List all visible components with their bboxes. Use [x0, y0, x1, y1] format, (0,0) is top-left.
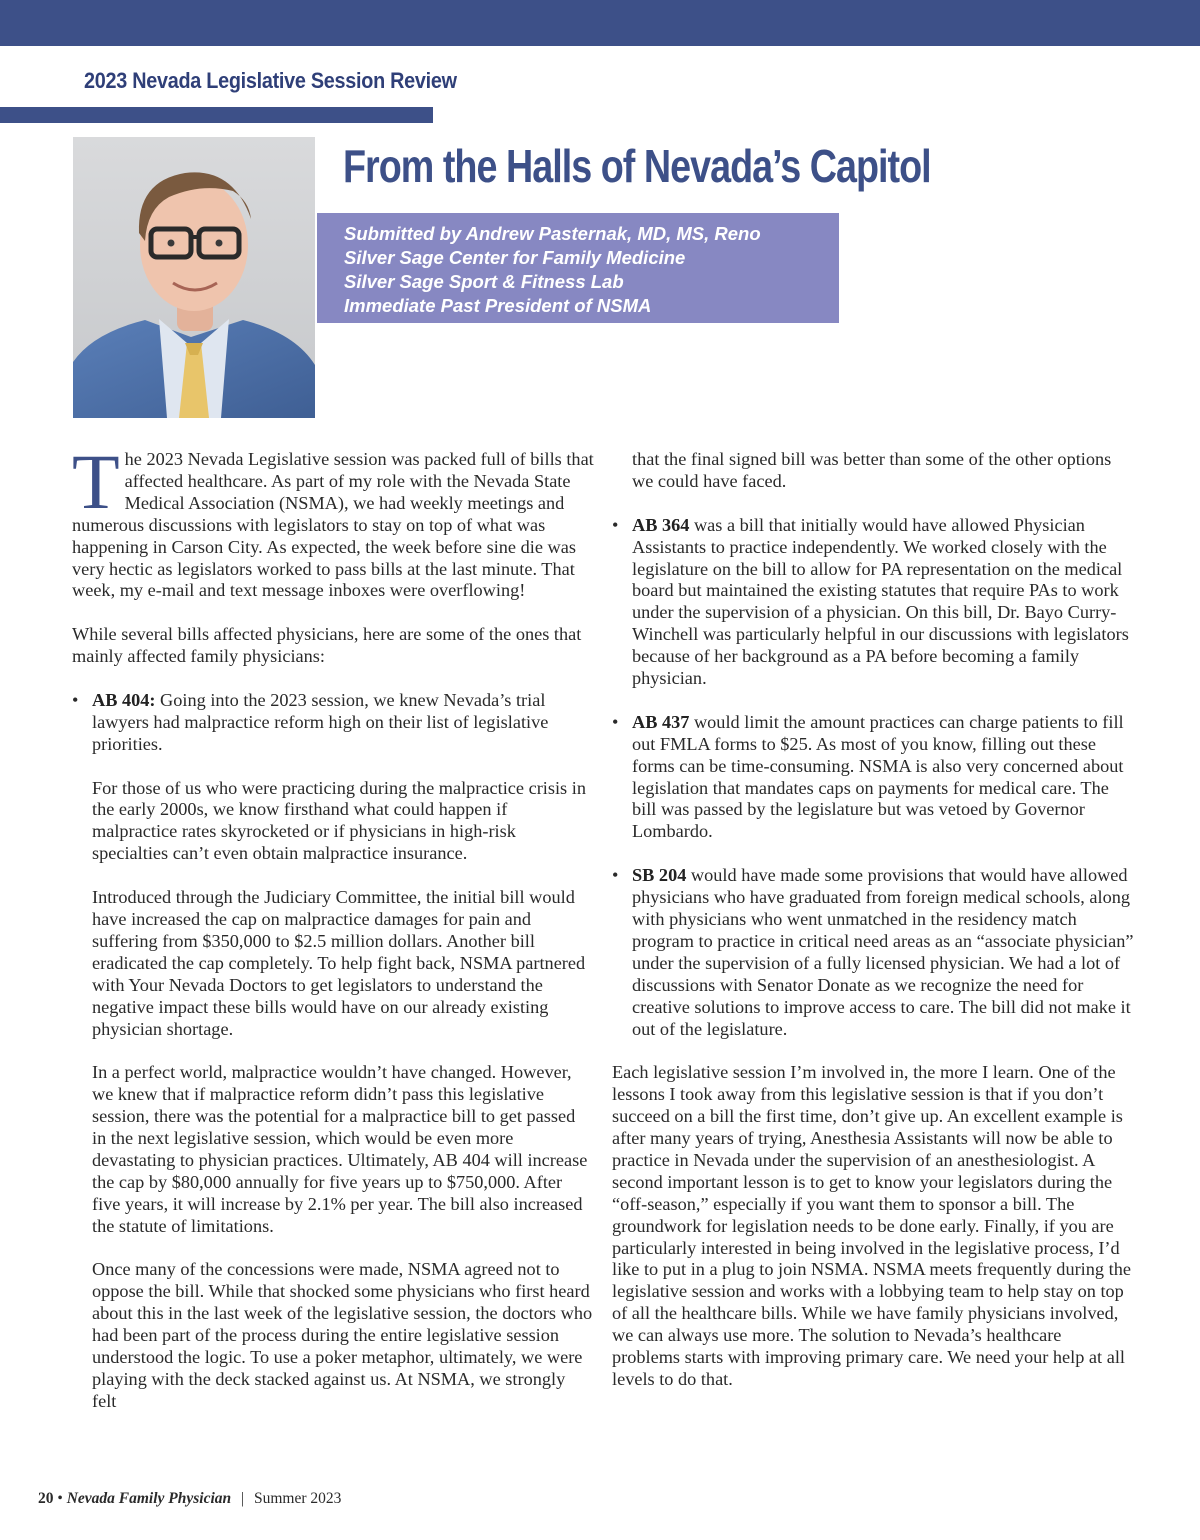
- byline-box: [317, 213, 839, 323]
- publication-name: Nevada Family Physician: [66, 1490, 232, 1507]
- page-number: 20: [38, 1490, 54, 1507]
- bill-label: AB 437: [632, 711, 690, 732]
- drop-cap: T: [72, 438, 120, 525]
- bill-label: AB 404:: [92, 689, 156, 710]
- top-banner-bar: [0, 0, 1200, 46]
- section-label: 2023 Nevada Legislative Session Review: [84, 68, 457, 93]
- bill-item-ab404: [72, 690, 594, 756]
- byline-line: Submitted by Andrew Pasternak, MD, MS, Reno: [344, 223, 761, 244]
- bullet-dot-icon: •: [612, 865, 619, 886]
- section-rule: [0, 107, 433, 123]
- issue-date: Summer 2023: [254, 1490, 342, 1507]
- ab404-paragraph: For those of us who were practicing during the malpractice crisis in the early 2000s, we know firsthand what could happen if malpractice rates skyrocketed or if physicians in high-risk specialties can’t even obtain malpractice insurance.: [92, 777, 586, 864]
- byline-line: Silver Sage Center for Family Medicine: [344, 247, 686, 268]
- byline-line: Silver Sage Sport & Fitness Lab: [344, 271, 624, 292]
- bill-description: would have made some provisions that would have allowed physicians who have graduated from foreign medical schools, along with physicians who went unmatched in the residency match program to practice in critical need areas as an “associate physician” under the supervision of a fully licensed physician. We had a lot of discussions with Senator Donate as we recognize the need for creative solutions to improve access to care. The bill did not make it out of the legislature.: [632, 865, 1134, 1039]
- intro-text: he 2023 Nevada Legislative session was packed full of bills that affected healthcare. As part of my role with the Nevada State Medical Association (NSMA), we had weekly meetings and numerous discussions with legislators to stay on top of what was happening in Carson City. As expected, the week before sine die was very hectic as legislators worked to pass bills at the last minute. That week, my e-mail and text message inboxes were overflowing!: [72, 449, 594, 601]
- footer-separator: |: [241, 1490, 245, 1507]
- bill-label: AB 364: [632, 514, 690, 535]
- bill-item-ab364: [612, 515, 1134, 690]
- bullet-dot-icon: •: [612, 711, 619, 732]
- byline-line: Immediate Past President of NSMA: [344, 295, 652, 316]
- bill-description: would limit the amount practices can charge patients to fill out FMLA forms to $25. As most of you know, filling out these forms can be time-consuming. NSMA is also very concerned about legislation that mandates caps on payments for medical care. The bill was passed by the legislature but was vetoed by Governor Lombardo.: [632, 711, 1124, 842]
- bill-text: [92, 690, 594, 756]
- bill-description: was a bill that initially would have allowed Physician Assistants to practice independently. We worked closely with the legislature on the bill to allow for PA representation on the medical board but maintained the existing statutes that require PAs to work under the supervision of a physician. On this bill, Dr. Bayo Curry-Winchell was particularly helpful in our discussions with legislators because of her background as a PA before becoming a family physician.: [632, 514, 1129, 689]
- ab404-paragraph: In a perfect world, malpractice wouldn’t have changed. However, we knew that if malpractice reform didn’t pass this legislative session, there was the potential for a malpractice bill to get passed in the next legislative session, which would be even more devastating to physician practices. Ultimately, AB 404 will increase the cap by $80,000 annually for five years up to $750,000. After five years, it will increase by 2.1% per year. The bill also increased the statute of limitations.: [92, 1062, 588, 1236]
- author-portrait: [73, 137, 315, 418]
- bill-text: [632, 712, 1134, 843]
- closing-paragraph: Each legislative session I’m involved in, the more I learn. One of the lessons I took away from this legislative session is that if you don’t succeed on a bill the first time, don’t give up. An excellent example is after many years of trying, Anesthesia Assistants will now be able to practice in Nevada under the supervision of an anesthesiologist. A second important lesson is to get to know your legislators during the “off-season,” especially if you want them to sponsor a bill. The groundwork for legislation needs to be done early. Finally, if you are particularly interested in being involved in the legislative process, I’d like to put in a plug to join NSMA. NSMA meets frequently during the legislative session and works with a lobbying team to help stay on top of all the healthcare bills. While we have family physicians involved, we can always use more. The solution to Nevada’s healthcare problems starts with improving primary care. We need your help at all levels to do that.: [612, 1062, 1131, 1389]
- article-column-left: [72, 438, 594, 1413]
- page-footer: [38, 1490, 341, 1508]
- article-title: From the Halls of Nevada’s Capitol: [343, 140, 931, 192]
- article-column-right: [612, 449, 1134, 1391]
- bill-description: Going into the 2023 session, we knew Nevada’s trial lawyers had malpractice reform high on their list of legislative priorities.: [92, 689, 549, 754]
- bullet-dot-icon: •: [72, 689, 79, 710]
- bill-item-sb204: [612, 865, 1134, 1040]
- footer-bullet: •: [57, 1490, 63, 1507]
- lead-in-paragraph: While several bills affected physicians, here are some of the ones that mainly affected family physicians:: [72, 624, 582, 667]
- ab404-paragraph: Once many of the concessions were made, NSMA agreed not to oppose the bill. While that shocked some physicians who first heard about this in the last week of the legislative session, the doctors who had been part of the process during the entire legislative session understood the logic. To use a poker metaphor, ultimately, we were playing with the deck stacked against us. At NSMA, we strongly felt: [92, 1259, 593, 1411]
- bullet-dot-icon: •: [612, 514, 619, 535]
- ab404-paragraph: Introduced through the Judiciary Committee, the initial bill would have increased the cap on malpractice damages for pain and suffering from $350,000 to $2.5 million dollars. Another bill eradicated the cap completely. To help fight back, NSMA partnered with Your Nevada Doctors to get legislators to understand the negative impact these bills would have on our already existing physician shortage.: [92, 887, 586, 1039]
- bill-item-ab437: [612, 712, 1134, 843]
- intro-paragraph: [72, 438, 594, 602]
- bill-label: SB 204: [632, 865, 687, 886]
- bill-text: [632, 865, 1134, 1040]
- ab404-continued: that the final signed bill was better than some of the other options we could have faced.: [632, 449, 1112, 491]
- bill-text: [632, 515, 1134, 690]
